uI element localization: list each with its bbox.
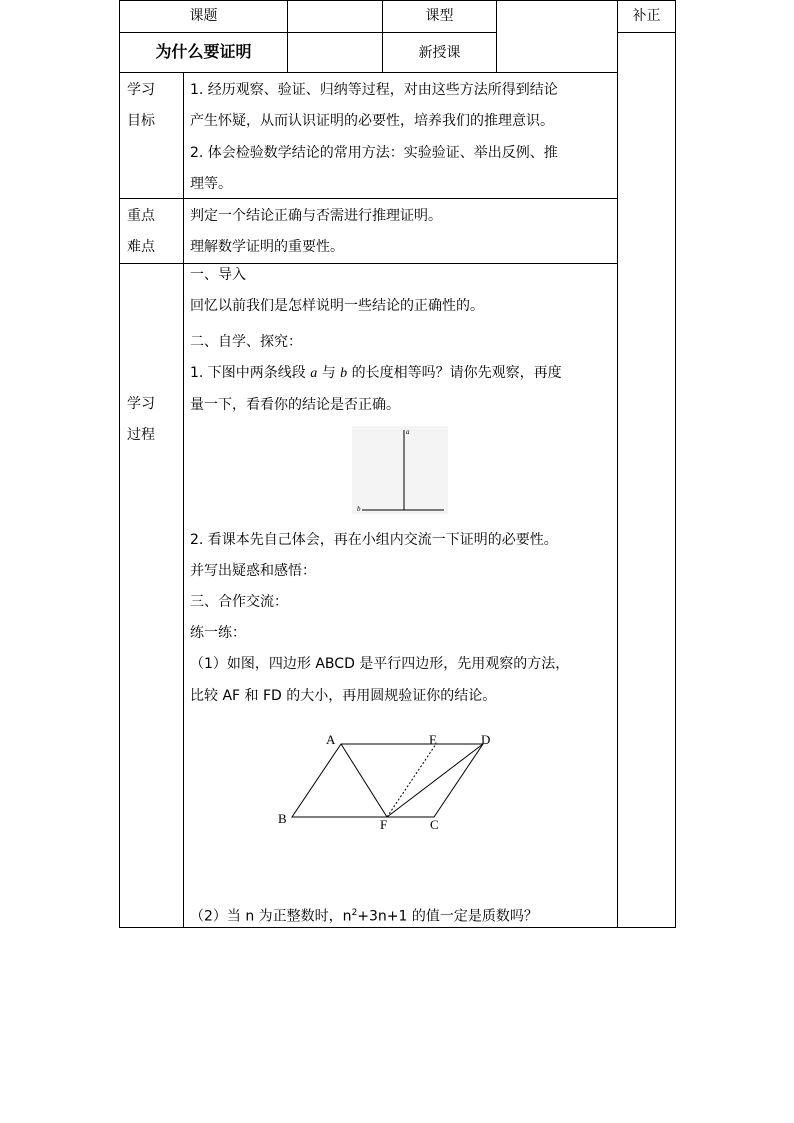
- practice-1-line-2: 比较 AF 和 FD 的大小，再用圆规验证你的结论。: [190, 688, 497, 704]
- keypoints-label-1: 重点: [127, 208, 155, 224]
- lesson-title: 为什么要证明: [155, 42, 252, 61]
- point-e: E: [429, 732, 437, 747]
- keypoint-line-2: 理解数学证明的重要性。: [190, 239, 344, 255]
- label-a: a: [406, 428, 410, 436]
- practice-1-line-1: （1）如图，四边形 ABCD 是平行四边形，先用观察的方法，: [190, 656, 570, 672]
- objective-1-line-1: 1. 经历观察、验证、归纳等过程，对由这些方法所得到结论: [190, 82, 558, 98]
- practice-heading: 练一练：: [190, 625, 246, 641]
- table-border-top: [119, 0, 618, 1]
- correction-col-rule: [618, 32, 675, 33]
- segment-fd: [387, 744, 483, 817]
- vertex-d: D: [481, 732, 491, 747]
- table-rule: [496, 0, 497, 72]
- vertex-b: B: [278, 811, 287, 826]
- intro-heading: 一、导入: [190, 267, 246, 283]
- question-1-text-a: 1. 下图中两条线段: [190, 365, 311, 381]
- vertex-c: C: [430, 817, 439, 832]
- process-label-1: 学习: [127, 396, 155, 412]
- segments-figure: [352, 426, 448, 514]
- process-label-2: 过程: [127, 427, 155, 443]
- vertex-a: A: [326, 732, 336, 747]
- topic-label: 课题: [189, 8, 218, 24]
- cooperation-heading: 三、合作交流：: [190, 594, 288, 610]
- table-rule: [617, 0, 618, 928]
- objective-2-line-1: 2. 体会检验数学结论的常用方法：实验验证、举出反例、推: [190, 145, 558, 161]
- table-rule: [119, 198, 618, 199]
- correction-label: 补正: [632, 8, 661, 24]
- table-border-left: [119, 0, 120, 928]
- point-f: F: [380, 817, 388, 832]
- practice-2: [190, 903, 538, 927]
- table-rule: [183, 72, 184, 928]
- correction-col-top: [618, 0, 675, 1]
- question-2-line-1: 2. 看课本先自己体会，再在小组内交流一下证明的必要性。: [190, 532, 558, 548]
- question-1-line-2: 量一下，看看你的结论是否正确。: [190, 397, 400, 413]
- objectives-label-2: 目标: [127, 113, 155, 129]
- var-b: b: [340, 366, 348, 381]
- table-border-bottom: [119, 927, 675, 928]
- parallelogram-figure: [270, 728, 510, 838]
- segment-af: [341, 744, 387, 817]
- table-rule: [119, 263, 618, 264]
- intro-text: 回忆以前我们是怎样说明一些结论的正确性的。: [190, 298, 484, 314]
- table-rule: [287, 0, 288, 72]
- segments-figure-svg: [352, 426, 448, 514]
- question-1-text-b: 与: [317, 365, 341, 381]
- objective-2-line-2: 理等。: [190, 176, 232, 192]
- objective-1-line-2: 产生怀疑，从而认识证明的必要性，培养我们的推理意识。: [190, 113, 554, 129]
- var-a: a: [310, 366, 318, 381]
- question-1-line-1: [190, 363, 562, 384]
- keypoints-label-2: 难点: [127, 239, 155, 255]
- keypoint-line-1: 判定一个结论正确与否需进行推理证明。: [190, 208, 442, 224]
- parallelogram-abcd: [292, 744, 483, 817]
- label-b: b: [357, 505, 361, 513]
- table-rule: [119, 72, 618, 73]
- practice-2-text-b: +3n+1 的值一定是质数吗？: [357, 908, 538, 925]
- correction-col-right: [675, 0, 676, 928]
- explore-heading: 二、自学、探究：: [190, 334, 302, 350]
- objectives-label-1: 学习: [127, 82, 155, 98]
- segment-fe: [387, 744, 436, 817]
- practice-2-text-a: （2）当 n 为正整数时，n: [190, 908, 352, 925]
- practice-2-exponent: 2: [351, 908, 358, 918]
- table-rule: [119, 32, 496, 33]
- lesson-type-value: 新授课: [418, 45, 461, 61]
- type-label: 课型: [425, 8, 454, 24]
- question-1-text-c: 的长度相等吗？请你先观察，再度: [347, 365, 562, 381]
- question-2-line-2: 并写出疑惑和感悟：: [190, 563, 316, 579]
